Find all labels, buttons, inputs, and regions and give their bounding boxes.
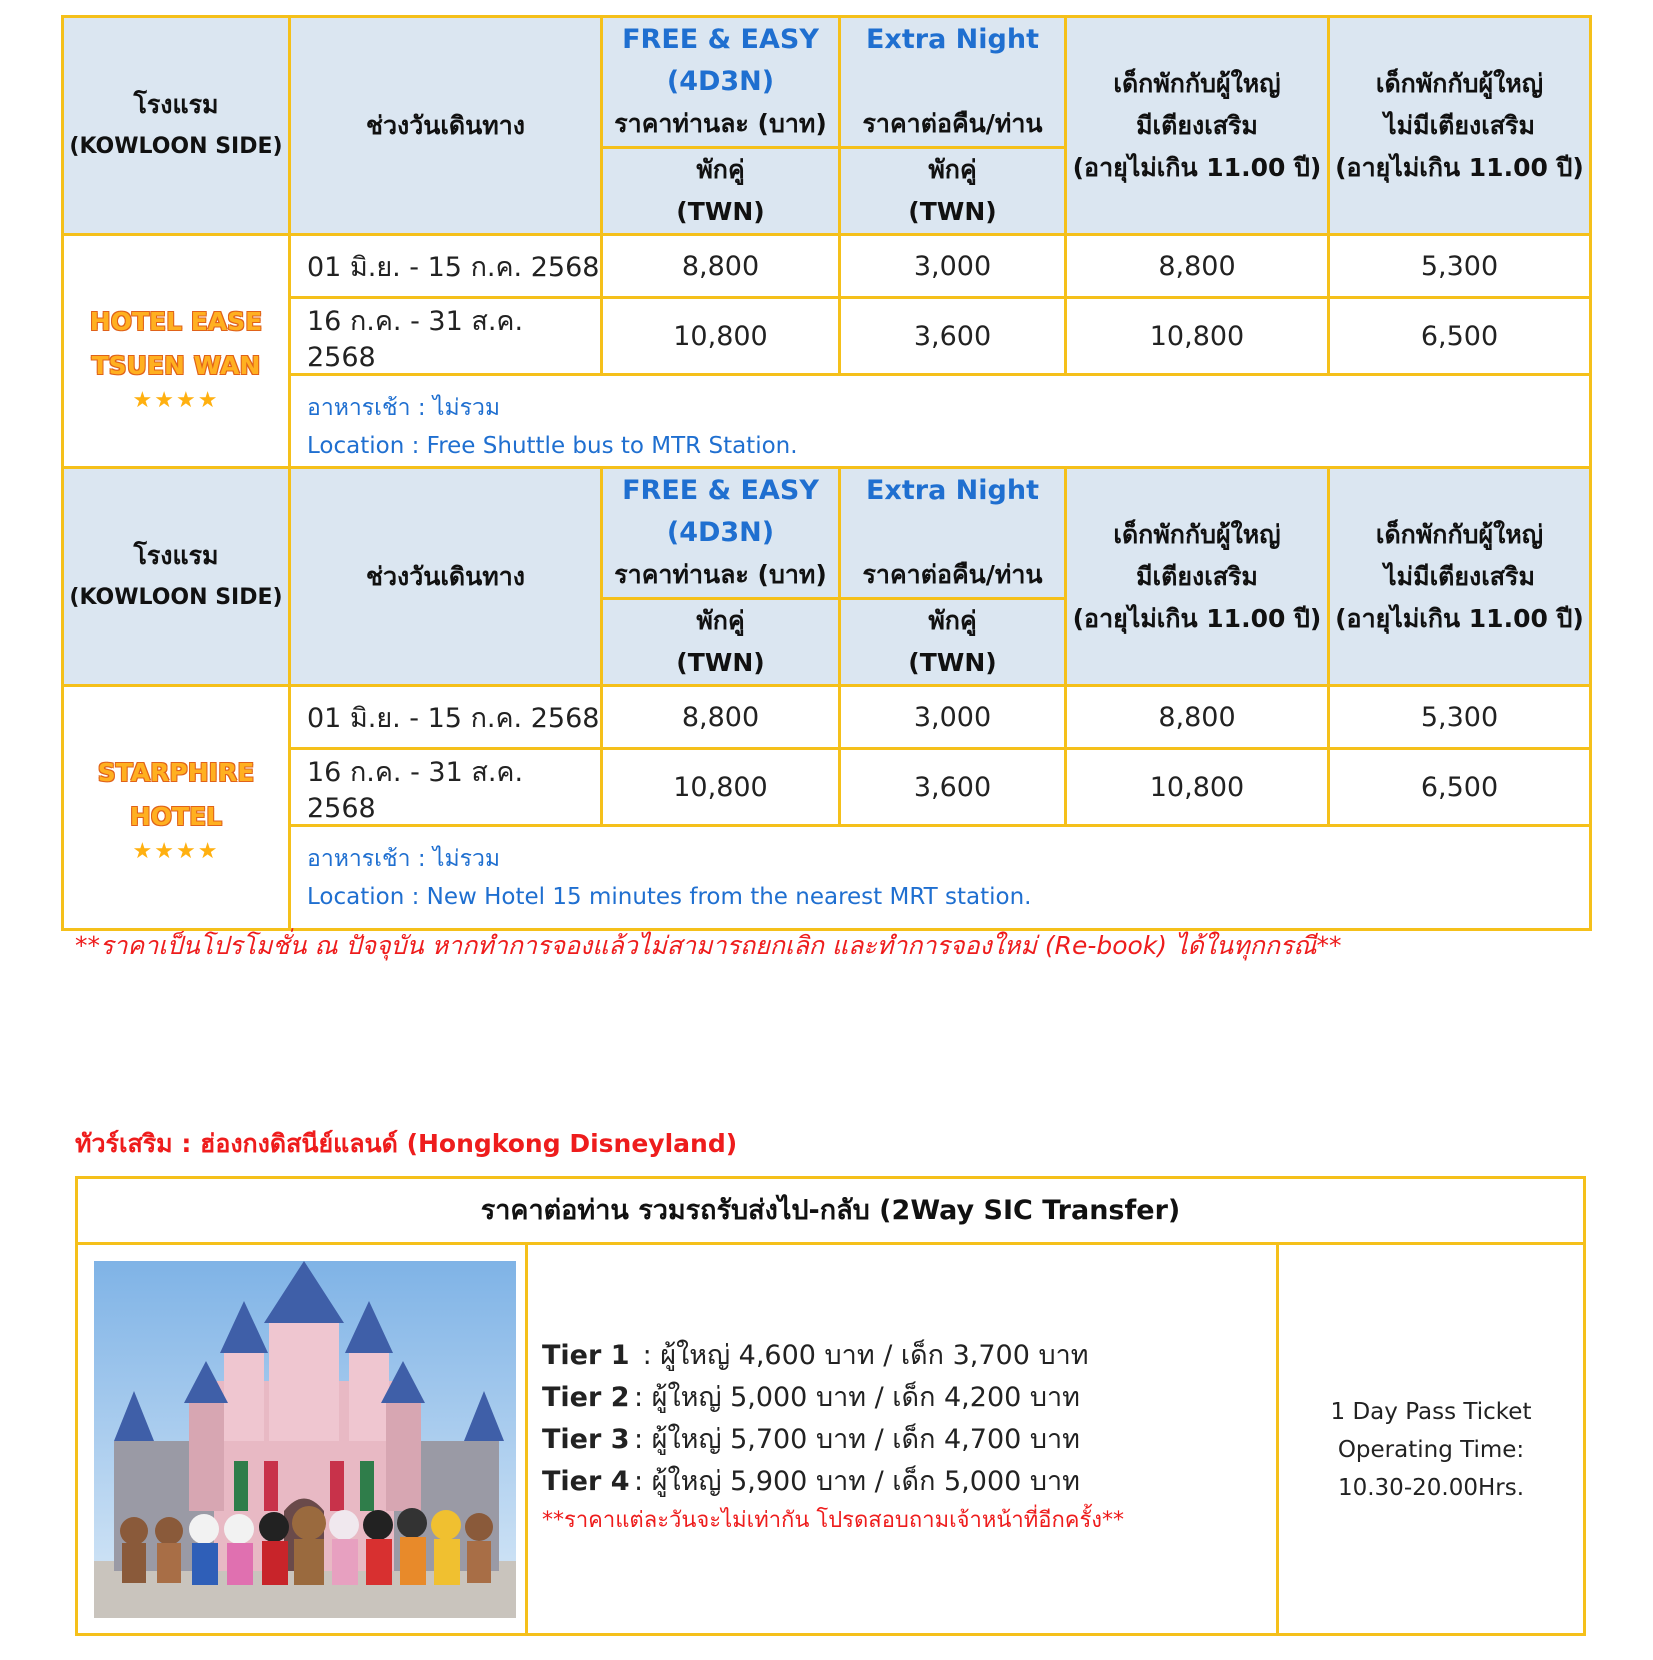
tour-box-header: ราคาต่อท่าน รวมรถรับส่งไป-กลับ (2Way SIC Transfer) (78, 1179, 1583, 1245)
header-twin-2: พักคู่ (TWN) (840, 599, 1066, 686)
child-nobed-cell: 5,300 (1329, 686, 1591, 749)
tier-label: Tier 3 (542, 1424, 630, 1455)
ticket-type: 1 Day Pass Ticket (1330, 1399, 1532, 1425)
disneyland-castle-photo (94, 1261, 516, 1618)
child-bed-cell: 10,800 (1066, 749, 1329, 826)
extra-night-cell: 3,600 (840, 749, 1066, 826)
header-period: ช่วงวันเดินทาง (290, 17, 602, 235)
period-cell: 01 มิ.ย. - 15 ก.ค. 2568 (290, 686, 602, 749)
tier-price: : ผู้ใหญ่ 4,600 บาท / เด็ก 3,700 บาท (634, 1340, 1089, 1371)
location-note: Location : Free Shuttle bus to MTR Station. (307, 432, 798, 459)
header-twin-2: พักคู่ (TWN) (840, 148, 1066, 235)
header-child-bed: เด็กพักกับผู้ใหญ่ มีเตียงเสริม (อายุไม่เกิน 11.00 ปี) (1066, 17, 1329, 235)
star-rating-icon: ★★★★ (132, 388, 220, 413)
header-child-nobed: เด็กพักกับผู้ใหญ่ ไม่มีเตียงเสริม (อายุไม่เกิน 11.00 ปี) (1329, 17, 1591, 235)
breakfast-note: อาหารเช้า : ไม่รวม (307, 845, 501, 872)
header-twin-1: พักคู่ (TWN) (602, 148, 840, 235)
period-cell: 16 ก.ค. - 31 ส.ค. 2568 (290, 298, 602, 375)
tier-list (542, 1335, 1124, 1539)
twin-price-cell: 8,800 (602, 235, 840, 298)
tier-row (542, 1419, 1124, 1461)
operating-time-label: Operating Time: (1337, 1437, 1525, 1463)
tier-price: : ผู้ใหญ่ 5,000 บาท / เด็ก 4,200 บาท (634, 1382, 1080, 1413)
header-hotel: โรงแรม (KOWLOON SIDE) (63, 17, 290, 235)
extra-night-cell: 3,600 (840, 298, 1066, 375)
tier-row (542, 1461, 1124, 1503)
tier-label: Tier 2 (542, 1382, 630, 1413)
child-bed-cell: 8,800 (1066, 235, 1329, 298)
child-nobed-cell: 6,500 (1329, 749, 1591, 826)
optional-tour-title: ทัวร์เสริม : ฮ่องกงดิสนีย์แลนด์ (Hongkong Disneyland) (75, 1129, 738, 1158)
operating-time-value: 10.30-20.00Hrs. (1337, 1475, 1525, 1501)
header-twin-1: พักคู่ (TWN) (602, 599, 840, 686)
child-bed-cell: 8,800 (1066, 686, 1329, 749)
header-child-nobed: เด็กพักกับผู้ใหญ่ ไม่มีเตียงเสริม (อายุไม่เกิน 11.00 ปี) (1329, 468, 1591, 686)
tier-label: Tier 4 (542, 1466, 630, 1497)
child-nobed-cell: 5,300 (1329, 235, 1591, 298)
header-extra-night: Extra Night ราคาต่อคืน/ท่าน (840, 17, 1066, 148)
disneyland-tour-box (75, 1176, 1586, 1636)
child-bed-cell: 10,800 (1066, 298, 1329, 375)
header-child-bed: เด็กพักกับผู้ใหญ่ มีเตียงเสริม (อายุไม่เกิน 11.00 ปี) (1066, 468, 1329, 686)
child-nobed-cell: 6,500 (1329, 298, 1591, 375)
star-rating-icon: ★★★★ (132, 839, 220, 864)
twin-price-cell: 8,800 (602, 686, 840, 749)
header-hotel: โรงแรม (KOWLOON SIDE) (63, 468, 290, 686)
tour-photo-cell (78, 1245, 528, 1633)
hotel-name-cell: HOTEL EASE TSUEN WAN ★★★★ (63, 235, 290, 479)
extra-night-cell: 3,000 (840, 686, 1066, 749)
breakfast-note: อาหารเช้า : ไม่รวม (307, 394, 501, 421)
hotel-price-table-1 (61, 15, 1592, 480)
tier-label: Tier 1 (542, 1340, 630, 1371)
extra-night-cell: 3,000 (840, 235, 1066, 298)
location-note: Location : New Hotel 15 minutes from the nearest MRT station. (307, 883, 1032, 910)
twin-price-cell: 10,800 (602, 749, 840, 826)
hotel-note-cell (290, 826, 1591, 930)
header-free-easy: FREE & EASY (4D3N) ราคาท่านละ (บาท) (602, 468, 840, 599)
hotel-note-cell (290, 375, 1591, 479)
hotel-name-cell: STARPHIRE HOTEL ★★★★ (63, 686, 290, 930)
tier-price-note: **ราคาแต่ละวันจะไม่เท่ากัน โปรดสอบถามเจ้าหน้าที่อีกครั้ง** (542, 1508, 1125, 1533)
tier-price: : ผู้ใหญ่ 5,900 บาท / เด็ก 5,000 บาท (634, 1466, 1080, 1497)
header-period: ช่วงวันเดินทาง (290, 468, 602, 686)
tier-row (542, 1377, 1124, 1419)
promo-note: **ราคาเป็นโปรโมชั่น ณ ปัจจุบัน หากทำการจองแล้วไม่สามารถยกเลิก และทำการจองใหม่ (Re-book) ได้ในทุกกรณี** (75, 931, 1342, 960)
header-extra-night: Extra Night ราคาต่อคืน/ท่าน (840, 468, 1066, 599)
hotel-price-table-2 (61, 466, 1592, 931)
header-free-easy: FREE & EASY (4D3N) ราคาท่านละ (บาท) (602, 17, 840, 148)
tour-price-cell (528, 1245, 1279, 1633)
twin-price-cell: 10,800 (602, 298, 840, 375)
period-cell: 01 มิ.ย. - 15 ก.ค. 2568 (290, 235, 602, 298)
tier-row (542, 1335, 1124, 1377)
tier-price: : ผู้ใหญ่ 5,700 บาท / เด็ก 4,700 บาท (634, 1424, 1080, 1455)
ticket-info-cell (1279, 1245, 1583, 1633)
period-cell: 16 ก.ค. - 31 ส.ค. 2568 (290, 749, 602, 826)
